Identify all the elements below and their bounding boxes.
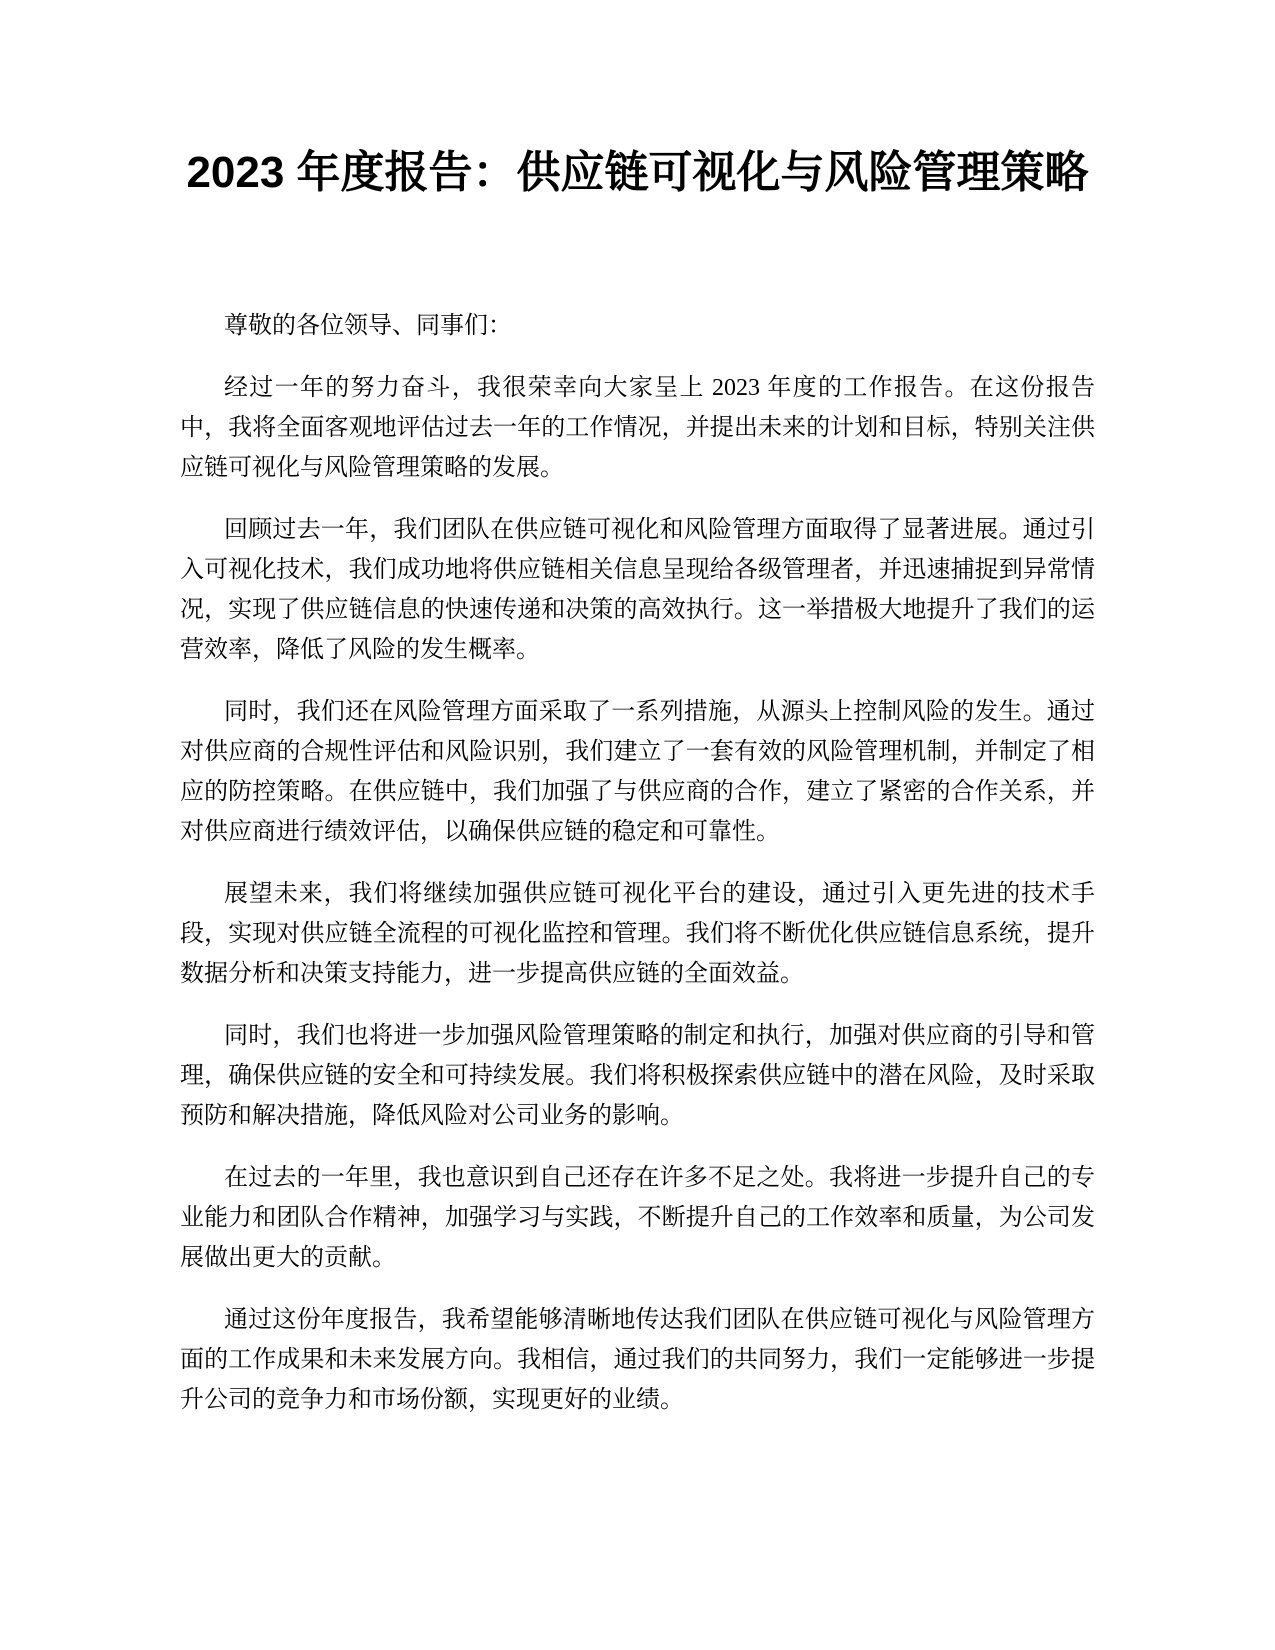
document-body xyxy=(180,306,1095,1442)
salutation-paragraph: 尊敬的各位领导、同事们： xyxy=(224,313,512,339)
conclusion-paragraph: 通过这份年度报告，我希望能够清晰地传达我们团队在供应链可视化与风险管理方面的工作成果和未来发展方向。我相信，通过我们的共同努力，我们一定能够进一步提升公司的竞争力和市场份额，实现更好的业绩。 xyxy=(180,1307,1095,1413)
risk-measures-paragraph: 同时，我们还在风险管理方面采取了一系列措施，从源头上控制风险的发生。通过对供应商的合规性评估和风险识别，我们建立了一套有效的风险管理机制，并制定了相应的防控策略。在供应链中，我们加强了与供应商的合作，建立了紧密的合作关系，并对供应商进行绩效评估，以确保供应链的稳定和可靠性。 xyxy=(180,699,1095,845)
outlook-paragraph: 展望未来，我们将继续加强供应链可视化平台的建设，通过引入更先进的技术手段，实现对供应链全流程的可视化监控和管理。我们将不断优化供应链信息系统，提升数据分析和决策支持能力，进一步提高供应链的全面效益。 xyxy=(180,881,1095,987)
review-paragraph: 回顾过去一年，我们团队在供应链可视化和风险管理方面取得了显著进展。通过引入可视化技术，我们成功地将供应链相关信息呈现给各级管理者，并迅速捕捉到异常情况，实现了供应链信息的快速传递和决策的高效执行。这一举措极大地提升了我们的运营效率，降低了风险的发生概率。 xyxy=(180,517,1095,663)
intro-paragraph: 经过一年的努力奋斗，我很荣幸向大家呈上 2023 年度的工作报告。在这份报告中，我将全面客观地评估过去一年的工作情况，并提出未来的计划和目标，特别关注供应链可视化与风险管理策略的发展。 xyxy=(180,375,1095,481)
risk-strategy-paragraph: 同时，我们也将进一步加强风险管理策略的制定和执行，加强对供应商的引导和管理，确保供应链的安全和可持续发展。我们将积极探索供应链中的潜在风险，及时采取预防和解决措施，降低风险对公司业务的影响。 xyxy=(180,1023,1095,1129)
self-reflection-paragraph: 在过去的一年里，我也意识到自己还存在许多不足之处。我将进一步提升自己的专业能力和团队合作精神，加强学习与实践，不断提升自己的工作效率和质量，为公司发展做出更大的贡献。 xyxy=(180,1165,1095,1271)
document-title: 2023 年度报告：供应链可视化与风险管理策略 xyxy=(186,148,1089,197)
